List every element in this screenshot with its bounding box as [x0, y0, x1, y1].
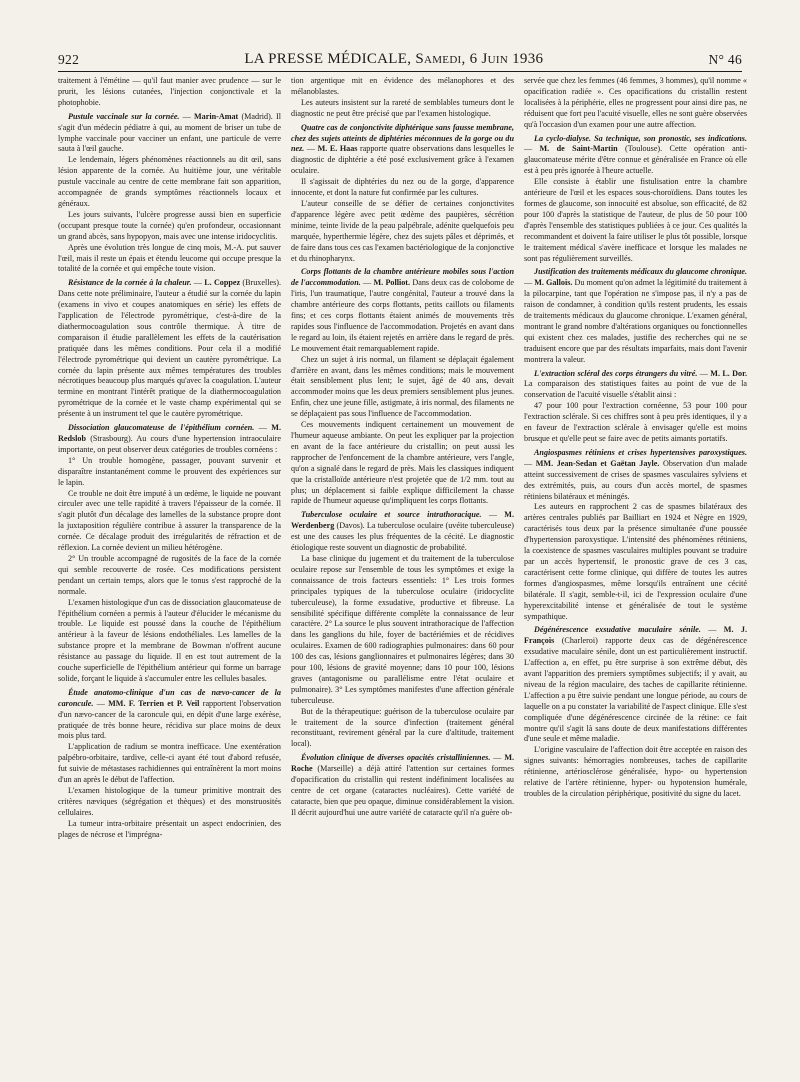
column-2 — [291, 76, 514, 1066]
abstract-heading: Corps flottants de la chambre antérieure mobiles sous l'action de l'accommodation. — [291, 267, 514, 288]
paragraph — [58, 489, 281, 554]
author-name: L. Coppez — [204, 278, 241, 288]
paragraph — [291, 76, 514, 98]
paragraph — [524, 745, 747, 800]
issue-number: N° 46 — [708, 52, 742, 67]
body-text: (Toulouse). Cette opération anti-glaucomateuse mérite d'être connue et généralisée en France où elle est à peu près ignorée à l'heure actuelle. — [524, 144, 747, 176]
paragraph — [291, 98, 514, 120]
paragraph — [58, 210, 281, 243]
abstract-paragraph: Tuberculose oculaire et source intrathoracique. — M. Werdenberg (Davos). La tuberculose oculaire (uvéite tuberculeuse) est une des causes les plus fréquentes de la cécité. Le diagnostic étiologique reste souvent un diagnostic de probabilité. — [291, 510, 514, 553]
paragraph — [291, 355, 514, 420]
body-text: (Davos). La tuberculose oculaire (uvéite tuberculeuse) est une des causes les plus fréquentes de la cécité. Le diagnostic étiologique reste souvent un diagnostic de probabilité. — [291, 521, 514, 553]
abstract-heading: Pustule vaccinale sur la cornée. — [68, 111, 180, 121]
abstract-paragraph: L'extraction scléral des corps étrangers du vitré. — M. L. Dor. La comparaison des statistiques faites au point de vue de la conservation de l'acuité visuelle s'établit ainsi : — [524, 368, 747, 400]
body-text: (Strasbourg). Au cours d'une hypertension intraoculaire importante, on peut observer deux catégories de troubles cornéens : — [58, 434, 281, 454]
body-text: Le lendemain, légers phénomènes réactionnels au dit œil, sans lésion apparente de la cornée. Au huitième jour, une véritable pustule vaccinale au centre de cette membrane fait son apparition, accompagnée de grands symptômes réactionnels locaux et généraux. — [58, 155, 281, 208]
body-text: Les auteurs en rapprochent 2 cas de spasmes bilatéraux des artères centrales publiés par Bailliart en 1924 et Nègre en 1929, caractérisés tous deux par la présence simultanée d'une poussée d'hypertension paroxystique. L'intensité des phénomènes rétiniens, la coexistence de spasmes vasculaires multiples pouvant se traduire par un accès hypertensif, le pronostic grave de ces 3 cas, caractérisent cette forme clinique, qui diffère de toutes les autres formes d'angiospasmes, même lorsqu'ils entraînent une cécité bilatérale. Il s'agit, semble-t-il, ici de l'expression oculaire d'une hyperexcitabilité intense et généralisée de tout le système sympathique. — [524, 502, 747, 621]
paragraph — [58, 243, 281, 276]
abstract-paragraph: La cyclo-dialyse. Sa technique, son pronostic, ses indications. — M. de Saint-Martin (Toulouse). Cette opération anti-glaucomateuse mérite d'être connue et généralisée en France où elle est à peu près ignorée à l'heure actuelle. — [524, 133, 747, 176]
author-name: M. L. Dor. — [710, 368, 747, 378]
journal-title: LA PRESSE MÉDICALE, Samedi, 6 Juin 1936 — [244, 51, 544, 67]
paragraph — [58, 456, 281, 489]
body-text: 1° Un trouble homogène, passager, pouvant survenir et disparaître instantanément comme le prouvent des expériences sur le lapin. — [58, 455, 281, 487]
paragraph — [58, 742, 281, 786]
body-text: rapporte quatre observations dans lesquelles le diagnostic de diphtérie a été posé exclusivement grâce à l'examen oculaire. — [291, 144, 514, 176]
body-text: L'examen histologique de la tumeur primitive montrait des critères næviques (ségrégation et thèques) et des monstruosités cellulaires. — [58, 786, 281, 817]
paragraph — [58, 76, 281, 109]
abstract-heading: Tuberculose oculaire et source intrathoracique. — [301, 510, 482, 520]
paragraph — [291, 420, 514, 507]
abstract-paragraph: Quatre cas de conjonctivite diphtérique sans fausse membrane, chez des sujets atteints de diphtéries méconnues de la gorge ou du nez. — M. E. Haas rapporte quatre observations dans lesquelles le diagnostic de diphtérie a été posé exclusivement grâce à l'examen oculaire. — [291, 122, 514, 176]
paragraph — [524, 76, 747, 131]
abstract-heading: La cyclo-dialyse. Sa technique, son pronostic, ses indications. — [534, 133, 747, 143]
body-text: Après une évolution très longue de cinq mois, M.-A. put sauver l'œil, mais il reste un épais et étendu leucome qui occupe presque la totalité de la cornée et qui empêche toute vision. — [58, 242, 281, 274]
abstract-paragraph: Étude anatomo-clinique d'un cas de nævo-cancer de la caroncule. — MM. F. Terrien et P. Veil rapportent l'observation d'un nævo-cancer de la caroncule qui, en dépit d'une large exérèse, pratiquée de très bonne heure, récidiva sur place moins de deux mois plus tard. — [58, 687, 281, 741]
paragraph — [58, 554, 281, 598]
paragraph — [58, 819, 281, 841]
body-text: Les auteurs insistent sur la rareté de semblables tumeurs dont le diagnostic ne peut être précisé que par l'examen histologique. — [291, 97, 514, 118]
body-text: L'origine vasculaire de l'affection doit être acceptée en raison des signes suivants: hémorragies nombreuses, taches de capillarite rétinienne, artériosclérose généralisée, hypo- ou hypertension relative de l'artère rétinienne, hyper- ou hypotension humérale, troubles de la circulation périphérique, positivité du signe du lacet. — [524, 745, 747, 798]
abstract-heading: Étude anatomo-clinique d'un cas de nævo-cancer de la caroncule. — [58, 687, 281, 708]
abstract-heading: Résistance de la cornée à la chaleur. — [68, 278, 192, 288]
body-text: La tumeur intra-orbitaire présentait un aspect endocrinien, des plages de nécrose et l'imprégna- — [58, 818, 281, 839]
abstract-heading: Dissociation glaucomateuse de l'épithélium cornéen. — [68, 423, 255, 433]
author-name: M. Roche — [291, 753, 514, 774]
paragraph — [524, 401, 747, 445]
body-text: 47 pour 100 pour l'extraction cornéenne, 53 pour 100 pour l'extraction sclérale. Si ces chiffres sont à peu près identiques, il y a en faveur de l'extraction sclérale à envisager qu'elle est moins brusque et qu'elle peut se faire avec de petits aimants portatifs. — [524, 401, 747, 443]
abstract-paragraph: Pustule vaccinale sur la cornée. — Marin-Amat (Madrid). Il s'agit d'un médecin pédiatre à qui, au moment de briser un tube de lymphe vaccinale pour vacciner un enfant, une particule de verre sauta à l'œil gauche. — [58, 111, 281, 154]
body-text: (Madrid). Il s'agit d'un médecin pédiatre à qui, au moment de briser un tube de lymphe vaccinale pour vacciner un enfant, une particule de verre sauta à l'œil gauche. — [58, 111, 281, 154]
paragraph — [291, 177, 514, 199]
column-3 — [524, 76, 747, 1066]
abstract-paragraph: Dissociation glaucomateuse de l'épithélium cornéen. — M. Redslob (Strasbourg). Au cours d'une hypertension intraoculaire importante, on peut observer deux catégories de troubles cornéens : — [58, 423, 281, 454]
body-text: Les jours suivants, l'ulcère progresse aussi bien en superficie (occupant presque toute la cornée) qu'en profondeur, occasionnant un grand abcès, sans hypopyon, mais avec une intense iridocyclitis. — [58, 209, 281, 241]
author-name: MM. F. Terrien et P. Veil — [108, 698, 200, 708]
abstract-heading: Dégénérescence exsudative maculaire sénile. — [534, 625, 701, 635]
column-1 — [58, 76, 281, 1066]
author-name: Marin-Amat — [194, 111, 239, 121]
author-name: M. Werdenberg — [291, 510, 514, 531]
body-text: 2° Un trouble accompagné de rugosités de la face de la cornée qui semble recouverte de rosée. Ces modifications persistent pendant un certain temps, alors que le tonus s'est rapproché de la normale. — [58, 553, 281, 596]
author-name: M. E. Haas — [317, 144, 358, 154]
body-text: La base clinique du jugement et du traitement de la tuberculose oculaire repose sur l'ensemble de tous les symptômes et exige la connaissance de trois facteurs essentiels: 1° Les trois formes principales typiques de la tuberculose oculaire (iridocyclite tuberculeuse), la forme exsudative, productive et fibreuse. La sensibilité spécifique différente complète la connaissance de leur caractère. 2° La source le plus souvent intrathoracique de l'affection dans les ganglions du hile, foyer de bactériémies et de récidives oculaires. Examen de 600 radiographies pulmonaires: dans 60 pour 100 des cas, lésions ganglionnaires et pulmonaires légères; dans 30 pour 100, lésions de gravité moyenne; dans 10 pour 100, lésions graves (antagonisme ou parallélisme entre l'état oculaire et pulmonaire). 3° Les symptômes manifestes d'une affection générale tuberculeuse. — [291, 553, 514, 705]
body-text: L'examen histologique d'un cas de dissociation glaucomateuse de l'épithélium cornéen a permis à l'auteur d'élucider le mécanisme du trouble. Le liquide est poussé dans la couche de l'épithélium antérieur à la faveur de lésions endothéliales. Les lamelles de la substance propre et la membrane de Bowman n'offrent aucune résistance au passage du liquide. Il en est tout autrement de la couche superficielle de l'épithélium antérieur qui forme un barrage solide, forçant le liquide à s'accumuler entre les cellules basales. — [58, 597, 281, 683]
body-text: Ces mouvements indiquent certainement un mouvement de l'humeur aqueuse ambiante. On peut les expliquer par la projection en avant de la face antérieure du cristallin; on peut aussi les rapprocher de l'enfoncement de la chambre antérieure, vers l'angle, qu'on a signalé dans le regard de près. Mais les classiques indiquent que la cristalloïde antérieure n'est projetée que de 1/2 mm. tout au plus; un déplacement si faible explique difficilement la chasse rapide de l'humeur aqueuse qu'impliquent les corps flottants. — [291, 420, 514, 506]
abstract-heading: Justification des traitements médicaux du glaucome chronique. — [534, 267, 747, 277]
body-text: Du moment qu'on admet la légitimité du traitement à la pilocarpine, tant que l'opération ne s'impose pas, il n'y a pas de raison de condamner, à condition qu'ils restent prudents, les essais de traitements médicaux du glaucome chronique. L'examen général, montrant le grand nombre d'altérations organiques ou fonctionnelles qui existent chez ces malades, justifie des recherches qui ne se traduisent encore que par des résultats imparfaits, mais dont l'avenir montrera la valeur. — [524, 278, 747, 364]
abstract-paragraph: Justification des traitements médicaux du glaucome chronique. — M. Gallois. Du moment qu'on admet la légitimité du traitement à la pilocarpine, tant que l'opération ne s'impose pas, il n'y a pas de raison de condamner, à condition qu'ils restent prudents, les essais de traitements médicaux du glaucome chronique. L'examen général, montrant le grand nombre d'altérations organiques ou fonctionnelles qui existent chez ces malades, justifie des recherches qui ne se traduisent encore que par des résultats imparfaits, mais dont l'avenir montrera la valeur. — [524, 267, 747, 364]
abstract-paragraph: Résistance de la cornée à la chaleur. — L. Coppez (Bruxelles). Dans cette note préliminaire, l'auteur a étudié sur la cornée du lapin (examens in vivo et coupes anatomiques en série) les effets de l'application de l'électrode pyrométrique, c'est-à-dire de la diathermocoagulation sous contrôle thermique. À titre de comparaison il étudie parallèlement les effets de la cautérisation pratiquée dans les mêmes conditions. Pour cela il a modifié l'électrode pyrométrique qui devient un cautère pyrométrique. La cornée du lapin présente aux mêmes températures des troubles nécrotiques beaucoup plus marqués qu'avec la coagulation. L'auteur termine en montrant l'intérêt pratique de la diathermocoagulation pyrométrique de la cornée et le vaste champ expérimental qui se présente à un instrument tel que le cautère pyrométrique. — [58, 278, 281, 419]
author-name: MM. Jean-Sedan et Gaëtan Jayle. — [535, 458, 660, 468]
abstract-paragraph: Angiospasmes rétiniens et crises hypertensives paroxystiques. — MM. Jean-Sedan et Gaëtan Jayle. Observation d'un malade atteint successivement de crises de spasmes vasculaires sylviens et des extrémités, puis, au cours d'un accès mortel, de spasmes rétiniens bilatéraux et méningés. — [524, 447, 747, 501]
body-text: (Bruxelles). Dans cette note préliminaire, l'auteur a étudié sur la cornée du lapin (examens in vivo et coupes anatomiques en série) les effets de l'application de l'électrode pyrométrique, c'est-à-dire de la diathermocoagulation sous contrôle thermique. À titre de comparaison il étudie parallèlement les effets de la cautérisation pratiquée dans les mêmes conditions. Pour cela il a modifié l'électrode pyrométrique qui devient un cautère pyrométrique. La cornée du lapin présente aux mêmes températures des troubles nécrotiques beaucoup plus marqués qu'avec la coagulation. L'auteur termine en montrant l'intérêt pratique de la diathermocoagulation pyrométrique de la cornée et le vaste champ expérimental qui se présente à un instrument tel que le cautère pyrométrique. — [58, 278, 281, 419]
body-text: L'application de radium se montra inefficace. Une exentération palpébro-orbitaire, tardive, celle-ci ayant été tout d'abord refusée, fut suivie de métastases rachidiennes qui entraînèrent la mort moins d'un an après le début de l'affection. — [58, 742, 281, 785]
body-text: rapportent l'observation d'un nævo-cancer de la caroncule qui, en dépit d'une large exérèse, pratiquée de très bonne heure, récidiva sur place moins de deux mois plus tard. — [58, 698, 281, 741]
body-text: Chez un sujet à iris normal, un filament se déplaçait également d'arrière en avant, dans les mêmes conditions; mais le mouvement était sensiblement plus lent; le sujet, âgé de 40 ans, devait accommoder moins que les deux premiers sensiblement plus jeunes. Enfin, chez une jeune fille, astigmate, à iris normal, des filaments ne se déplaçaient pas sous l'influence de l'accommodation. — [291, 354, 514, 419]
body-text: Observation d'un malade atteint successivement de crises de spasmes vasculaires sylviens et des extrémités, puis, au cours d'un accès mortel, de spasmes rétiniens bilatéraux et méningés. — [524, 458, 747, 501]
paragraph — [291, 554, 514, 707]
author-name: M. Redslob — [58, 423, 281, 443]
body-text: Ce trouble ne doit être imputé à un œdème, le liquide ne pouvant circuler avec une telle rapidité à travers l'épaisseur de la cornée. Il s'agit plutôt d'un décalage des lamelles de la substance propre dont la juxtaposition régulière contribue à assurer la transparence de la cornée. Ce décalage produit des irrégularités de réfraction et de réflexion. La cornée devient un milieu hétérogène. — [58, 488, 281, 553]
paragraph — [291, 199, 514, 264]
body-text: servée que chez les femmes (46 femmes, 3 hommes), qu'il nomme « opacification radiée ». Ces opacifications du cristallin restent localisées à la périphérie, elles ne progressent pour ainsi dire pas, ne réduisent que fort peu l'acuité visuelle, elles ne sont guère observées qu'à l'occasion d'un examen pour une autre affection. — [524, 76, 747, 129]
body-text: Il s'agissait de diphtéries du nez ou de la gorge, d'apparence innocente, et dont la nature fut confirmée par les cultures. — [291, 177, 514, 198]
paragraph — [58, 786, 281, 819]
body-text: But de la thérapeutique: guérison de la tuberculose oculaire par le traitement de la source d'infection (traitement général reconstituant, revirement général par la cure d'altitude, traitement local). — [291, 706, 514, 749]
abstract-heading: Quatre cas de conjonctivite diphtérique sans fausse membrane, chez des sujets atteints de diphtéries méconnues de la gorge ou du nez. — [291, 122, 514, 154]
author-name: M. Polliot. — [373, 278, 411, 288]
body-text: (Marseille) a déjà attiré l'attention sur certaines formes d'opacification du cristallin qui restent indéfiniment localisées au centre de cet organe (cataractes nucléaires). Cette variété de cataracte, bien que peu opaque, diminue considérablement la vision. Il décrit aujourd'hui une autre variété de cataracte qu'il n'a guère ob- — [291, 764, 514, 817]
author-name: M. J. François — [524, 625, 747, 646]
abstract-heading: Angiospasmes rétiniens et crises hypertensives paroxystiques. — [534, 447, 747, 457]
body-text: La comparaison des statistiques faites au point de vue de la conservation de l'acuité visuelle s'établit ainsi : — [524, 379, 747, 400]
running-header — [58, 44, 742, 72]
paragraph — [291, 707, 514, 751]
page-number: 922 — [58, 52, 80, 67]
article-columns — [58, 76, 748, 1066]
paragraph — [58, 598, 281, 685]
abstract-heading: L'extraction scléral des corps étrangers du vitré. — [534, 368, 698, 378]
paragraph — [524, 177, 747, 264]
abstract-paragraph: Évolution clinique de diverses opacités cristalliniennes. — M. Roche (Marseille) a déjà attiré l'attention sur certaines formes d'opacification du cristallin qui restent indéfiniment localisées au centre de cet organe (cataractes nucléaires). Cette variété de cataracte, bien que peu opaque, diminue considérablement la vision. Il décrit aujourd'hui une autre variété de cataracte qu'il n'a guère ob- — [291, 753, 514, 817]
author-name: M. Gallois. — [534, 278, 573, 288]
body-text: L'auteur conseille de se défier de certaines conjonctivites d'apparence légère avec petit œdème des paupières, sécrétion minime, teinte livide de la peau palpébrale, adénite quelquefois peu marquée, hyperthermie légère, chez des sujets pâles et déprimés, et de faire dans tous ces cas l'examen bactériologique de la conjonctive et du rhinopharynx. — [291, 198, 514, 263]
abstract-heading: Évolution clinique de diverses opacités cristalliniennes. — [301, 753, 491, 763]
body-text: Elle consiste à établir une fistulisation entre la chambre antérieure de l'œil et les espaces sous-choroïdiens. Dans toutes les formes de glaucome, son innocuité est absolue, son efficacité, de 82 pour 100 d'après la statistique de l'auteur, de plus de 50 pour 100 d'après l'ensemble des statistiques publiées à ce jour. Ces qualités la recommandent et doivent la faire utiliser le plus tôt possible, lorsque le traitement médical s'avère inefficace et lorsque les malades ne sont pas régulièrement surveillés. — [524, 177, 747, 263]
abstract-paragraph: Corps flottants de la chambre antérieure mobiles sous l'action de l'accommodation. — M. Polliot. Dans deux cas de colobome de l'iris, l'un traumatique, l'autre congénital, l'auteur a trouvé dans la chambre antérieure des corps flottants, petits caillots ou filaments fins; et ces corps flottants étaient animés de mouvements très rapides sous l'influence de l'accommodation. Projetés en avant dans le regard au loin, ils étaient rejetés en arrière dans le regard de près. Le mouvement était remarquablement rapide. — [291, 267, 514, 353]
body-text: tion argentique mit en évidence des mélanophores et des mélanoblastes. — [291, 76, 514, 96]
body-text: Dans deux cas de colobome de l'iris, l'un traumatique, l'autre congénital, l'auteur a trouvé dans la chambre antérieure des corps flottants, petits caillots ou filaments fins; et ces corps flottants étaient animés de mouvements très rapides sous l'influence de l'accommodation. Projetés en avant dans le regard au loin, ils étaient rejetés en arrière dans le regard de près. Le mouvement était remarquablement rapide. — [291, 278, 514, 353]
paragraph — [524, 502, 747, 622]
body-text: (Charleroi) rapporte deux cas de dégénérescence exsudative maculaire sénile, dont un est particulièrement instructif. L'affection a, en effet, pu être surprise à son extrême début, dès avant l'apparition des premiers symptômes subjectifs; il y avait, au niveau de la région maculaire, des taches de capillarite rétinienne. L'affection a pu être suivie pendant une longue période, au cours de laquelle on a pu constater la variabilité de l'aspect clinique. Elle s'est compliquée d'une dégénérescence circinée de la rétine: ce fait montre qu'il s'agit là sans doute de deux manifestations différentes d'une seule et même maladie. — [524, 636, 747, 744]
paragraph — [58, 155, 281, 210]
abstract-paragraph: Dégénérescence exsudative maculaire sénile. — M. J. François (Charleroi) rapporte deux cas de dégénérescence exsudative maculaire sénile, dont un est particulièrement instructif. L'affection a, en effet, pu être surprise à son extrême début, dès avant l'apparition des premiers symptômes subjectifs; il y avait, au niveau de la région maculaire, des taches de capillarite rétinienne. L'affection a pu être suivie pendant une longue période, au cours de laquelle on a pu constater la variabilité de l'aspect clinique. Elle s'est compliquée d'une dégénérescence circinée de la rétine: ce fait montre qu'il s'agit là sans doute de deux manifestations différentes d'une seule et même maladie. — [524, 625, 747, 744]
author-name: M. de Saint-Martin — [539, 144, 618, 154]
body-text: traitement à l'émétine — qu'il faut manier avec prudence — sur le prurit, les lésions cutanées, l'injection conjonctivale et la photophobie. — [58, 76, 281, 107]
